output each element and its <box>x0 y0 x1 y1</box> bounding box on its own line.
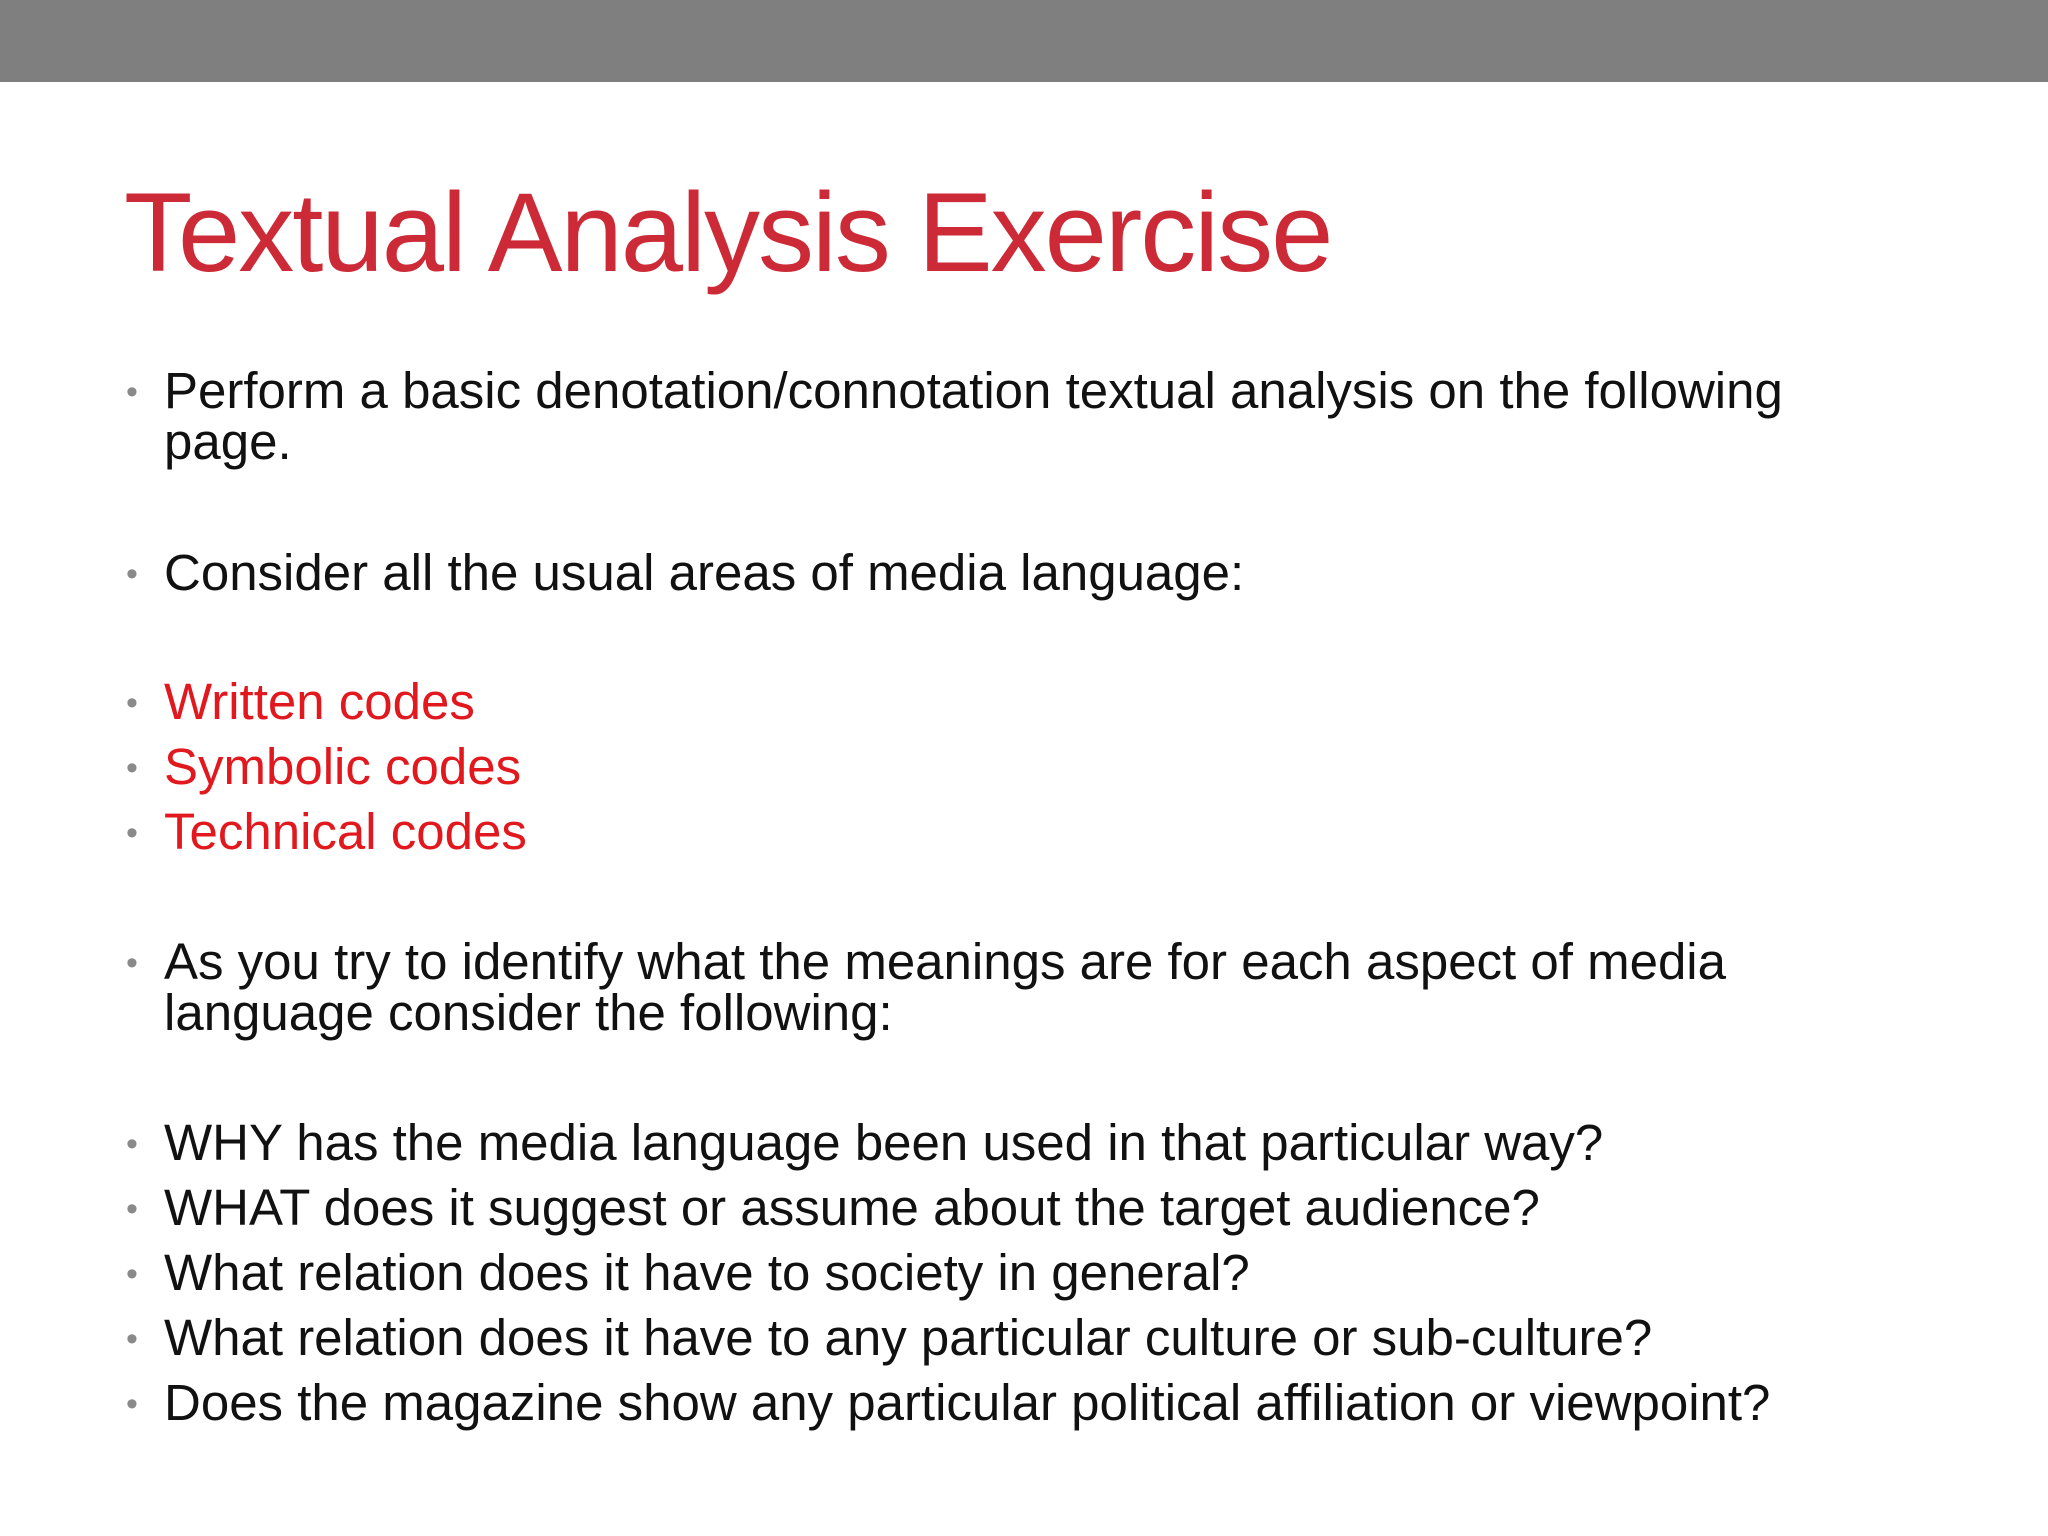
bullet-dot-icon: • <box>126 555 138 593</box>
bullet-text: Does the magazine show any particular political affiliation or viewpoint? <box>164 1374 1771 1431</box>
bullet-text: WHAT does it suggest or assume about the target audience? <box>164 1179 1540 1236</box>
bullet-text: What relation does it have to any particular culture or sub-culture? <box>164 1309 1653 1366</box>
bullet-dot-icon: • <box>126 749 138 787</box>
bullet-text: What relation does it have to society in general? <box>164 1244 1250 1301</box>
bullet-text: Written codes <box>164 673 475 730</box>
bullet-dot-icon: • <box>126 684 138 722</box>
bullet-dot-icon: • <box>126 1320 138 1358</box>
bullet-dot-icon: • <box>126 944 138 982</box>
bullet-dot-icon: • <box>126 1255 138 1293</box>
bullet-text: Symbolic codes <box>164 738 522 795</box>
bullet-text: Technical codes <box>164 803 527 860</box>
slide-title: Textual Analysis Exercise <box>124 170 1332 295</box>
bullet-dot-icon: • <box>126 1190 138 1228</box>
bullet-text: As you try to identify what the meanings are for each aspect of media language consider the following: <box>164 933 1726 1041</box>
bullet-dot-icon: • <box>126 814 138 852</box>
bullet-dot-icon: • <box>126 1125 138 1163</box>
bullet-text: WHY has the media language been used in that particular way? <box>164 1114 1604 1171</box>
bullet-dot-icon: • <box>126 373 138 411</box>
bullet-text: Consider all the usual areas of media language: <box>164 544 1245 601</box>
bullet-text: Perform a basic denotation/connotation textual analysis on the following page. <box>164 362 1783 470</box>
bullet-dot-icon: • <box>126 1385 138 1423</box>
